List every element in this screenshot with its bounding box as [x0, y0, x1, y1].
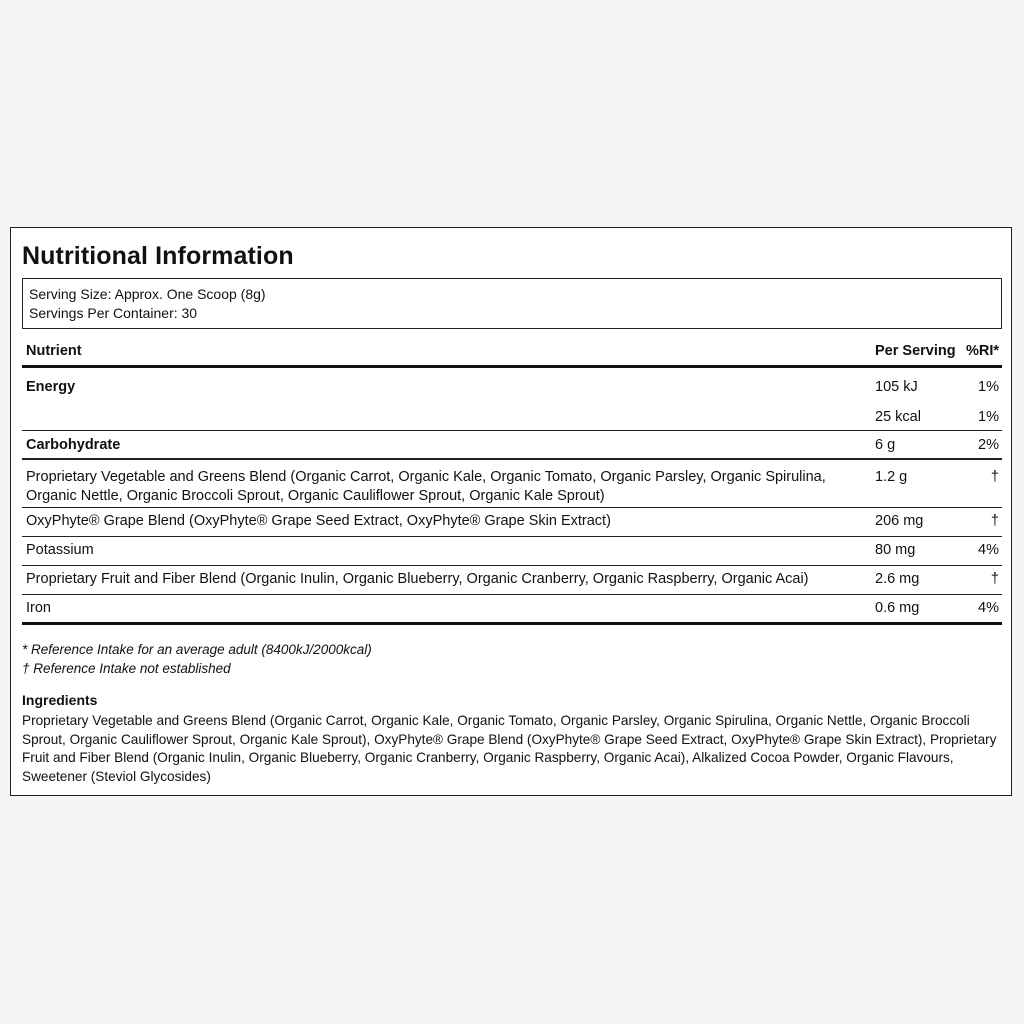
- table-row: [22, 566, 1002, 595]
- nutrition-table: [22, 338, 1002, 625]
- per-serving-value: 0.6 mg: [875, 600, 920, 616]
- table-row: [22, 508, 1002, 537]
- footnote-not-established: † Reference Intake not established: [22, 661, 231, 676]
- ingredients-heading: Ingredients: [22, 692, 98, 708]
- footnote-ri: * Reference Intake for an average adult (8400kJ/2000kcal): [22, 642, 372, 657]
- per-serving-value: 6 g: [875, 437, 896, 453]
- servings-per-container: Servings Per Container: 30: [29, 305, 198, 321]
- ri-value: 1%: [978, 379, 999, 395]
- per-serving-value: 206 mg: [875, 513, 924, 529]
- serving-info-box: [22, 278, 1002, 329]
- table-row: [22, 368, 1002, 400]
- ri-value: †: [990, 571, 999, 587]
- nutrient-name: Potassium: [26, 542, 94, 558]
- table-row: [22, 537, 1002, 566]
- table-header: [22, 338, 1002, 368]
- nutrient-name: Iron: [26, 600, 51, 616]
- ri-value: †: [990, 513, 999, 529]
- ri-value: 4%: [978, 542, 999, 558]
- ri-value: †: [990, 469, 999, 485]
- table-row: [22, 430, 1002, 460]
- footnotes: [22, 640, 372, 678]
- header-nutrient: Nutrient: [26, 343, 82, 359]
- serving-size: Serving Size: Approx. One Scoop (8g): [29, 286, 266, 302]
- per-serving-value: 105 kJ: [875, 379, 918, 395]
- nutrient-name: Energy: [26, 379, 76, 395]
- per-serving-value: 25 kcal: [875, 409, 921, 425]
- header-per-serving: Per Serving: [875, 343, 956, 359]
- header-ri: %RI*: [965, 343, 999, 359]
- ri-value: 4%: [978, 600, 999, 616]
- nutrient-name: OxyPhyte® Grape Blend (OxyPhyte® Grape Seed Extract, OxyPhyte® Grape Skin Extract): [26, 513, 611, 529]
- ri-value: 2%: [978, 437, 999, 453]
- panel-title: Nutritional Information: [22, 242, 294, 270]
- table-row: [22, 595, 1002, 625]
- table-row: [22, 400, 1002, 430]
- ingredients-text: Proprietary Vegetable and Greens Blend (Organic Carrot, Organic Kale, Organic Tomato, Organic Parsley, Organic Spirulina, Organic Nettle, Organic Broccoli Sprout, Organic Cauliflower Sprout, Organic Kale Sprout), OxyPhyte® Grape Blend (OxyPhyte® Grape Seed Extract, OxyPhyte® Grape Skin Extract), Proprietary Fruit and Fiber Blend (Organic Inulin, Organic Blueberry, Organic Cranberry, Organic Raspberry, Organic Acai), Alkalized Cocoa Powder, Organic Flavours, Sweetener (Steviol Glycosides): [22, 713, 997, 784]
- nutrition-panel: [10, 227, 1012, 796]
- per-serving-value: 80 mg: [875, 542, 916, 558]
- nutrient-name: Proprietary Fruit and Fiber Blend (Organic Inulin, Organic Blueberry, Organic Cranberry, Organic Raspberry, Organic Acai): [26, 571, 809, 587]
- per-serving-value: 1.2 g: [875, 469, 908, 485]
- nutrient-name: Proprietary Vegetable and Greens Blend (Organic Carrot, Organic Kale, Organic Tomato, Organic Parsley, Organic Spirulina, Organic Nettle, Organic Broccoli Sprout, Organic Cauliflower Sprout, Organic Kale Sprout): [26, 469, 826, 504]
- per-serving-value: 2.6 mg: [875, 571, 920, 587]
- nutrient-name: Carbohydrate: [26, 437, 121, 453]
- table-row: [22, 460, 1002, 508]
- nutrient-name: [22, 408, 871, 430]
- ri-value: 1%: [978, 409, 999, 425]
